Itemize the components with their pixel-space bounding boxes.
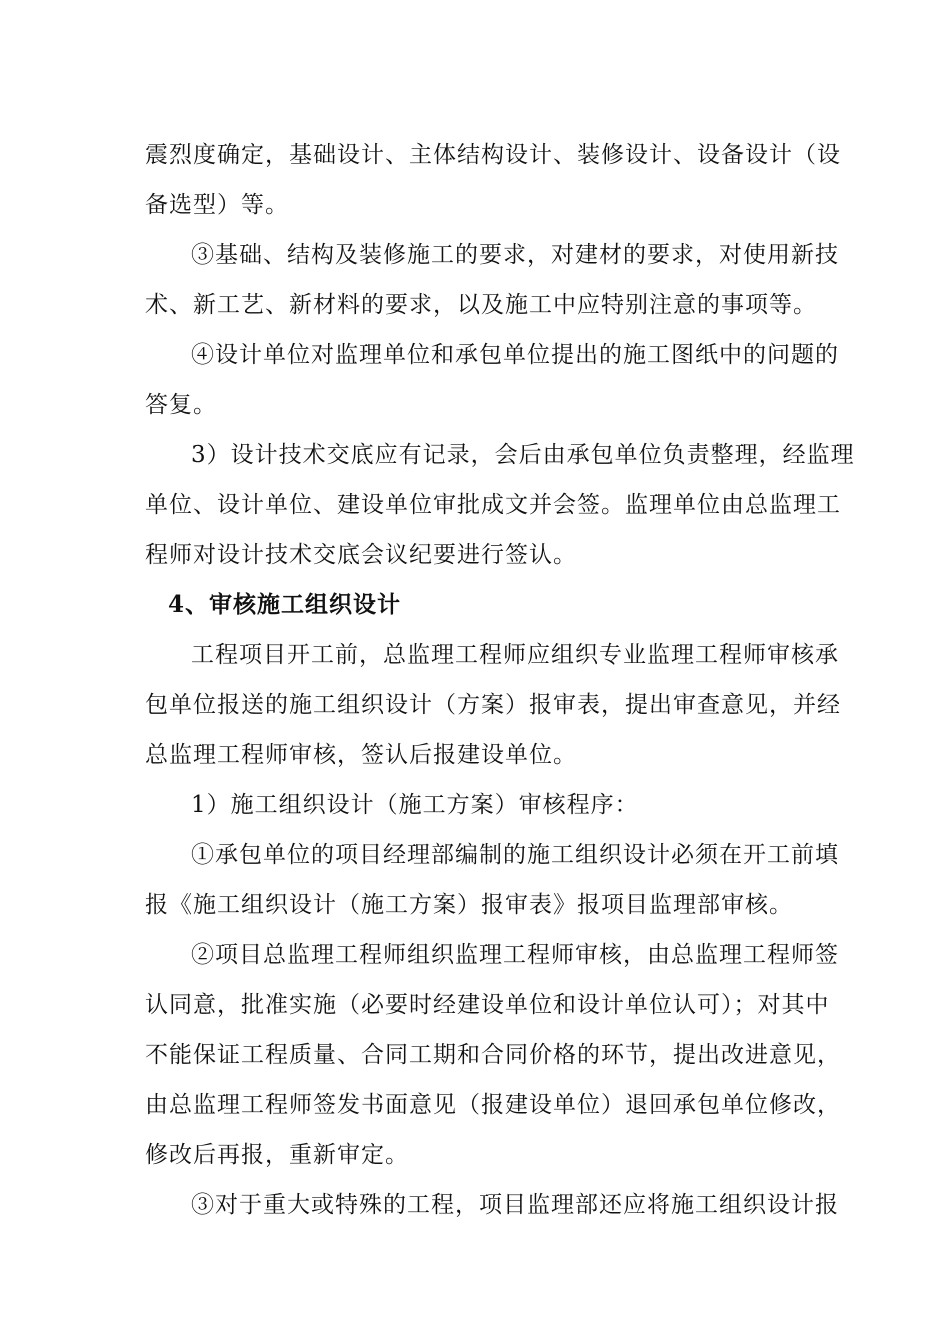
text-line: 备选型）等。 — [145, 192, 289, 218]
text-line: 1）施工组织设计（施工方案）审核程序： — [191, 792, 639, 818]
section-heading: 4、审核施工组织设计 — [168, 591, 402, 618]
text-line: 术、新工艺、新材料的要求，以及施工中应特别注意的事项等。 — [145, 292, 817, 318]
text-line: 程师对设计技术交底会议纪要进行签认。 — [145, 542, 577, 568]
text-line: ③对于重大或特殊的工程，项目监理部还应将施工组织设计报 — [191, 1192, 839, 1218]
text-line: ②项目总监理工程师组织监理工程师审核，由总监理工程师签 — [191, 942, 839, 968]
text-line: 3）设计技术交底应有记录，会后由承包单位负责整理，经监理 — [191, 442, 855, 468]
text-line: 答复。 — [145, 392, 217, 418]
text-line: 报《施工组织设计（施工方案）报审表》报项目监理部审核。 — [145, 892, 793, 918]
text-line: 包单位报送的施工组织设计（方案）报审表，提出审查意见，并经 — [145, 692, 841, 718]
text-line: 工程项目开工前，总监理工程师应组织专业监理工程师审核承 — [191, 642, 839, 668]
text-line: 不能保证工程质量、合同工期和合同价格的环节，提出改进意见， — [145, 1042, 841, 1068]
text-line: 修改后再报，重新审定。 — [145, 1142, 409, 1168]
text-line: 单位、设计单位、建设单位审批成文并会签。监理单位由总监理工 — [145, 492, 841, 518]
text-line: ③基础、结构及装修施工的要求，对建材的要求，对使用新技 — [191, 242, 839, 268]
text-line: 由总监理工程师签发书面意见（报建设单位）退回承包单位修改， — [145, 1092, 841, 1118]
text-line: 认同意，批准实施（必要时经建设单位和设计单位认可）；对其中 — [145, 992, 830, 1018]
text-line: ④设计单位对监理单位和承包单位提出的施工图纸中的问题的 — [191, 342, 839, 368]
text-line: ①承包单位的项目经理部编制的施工组织设计必须在开工前填 — [191, 842, 839, 868]
text-line: 总监理工程师审核，签认后报建设单位。 — [145, 742, 577, 768]
text-line: 震烈度确定，基础设计、主体结构设计、装修设计、设备设计（设 — [145, 142, 841, 168]
document-body — [145, 130, 855, 1230]
